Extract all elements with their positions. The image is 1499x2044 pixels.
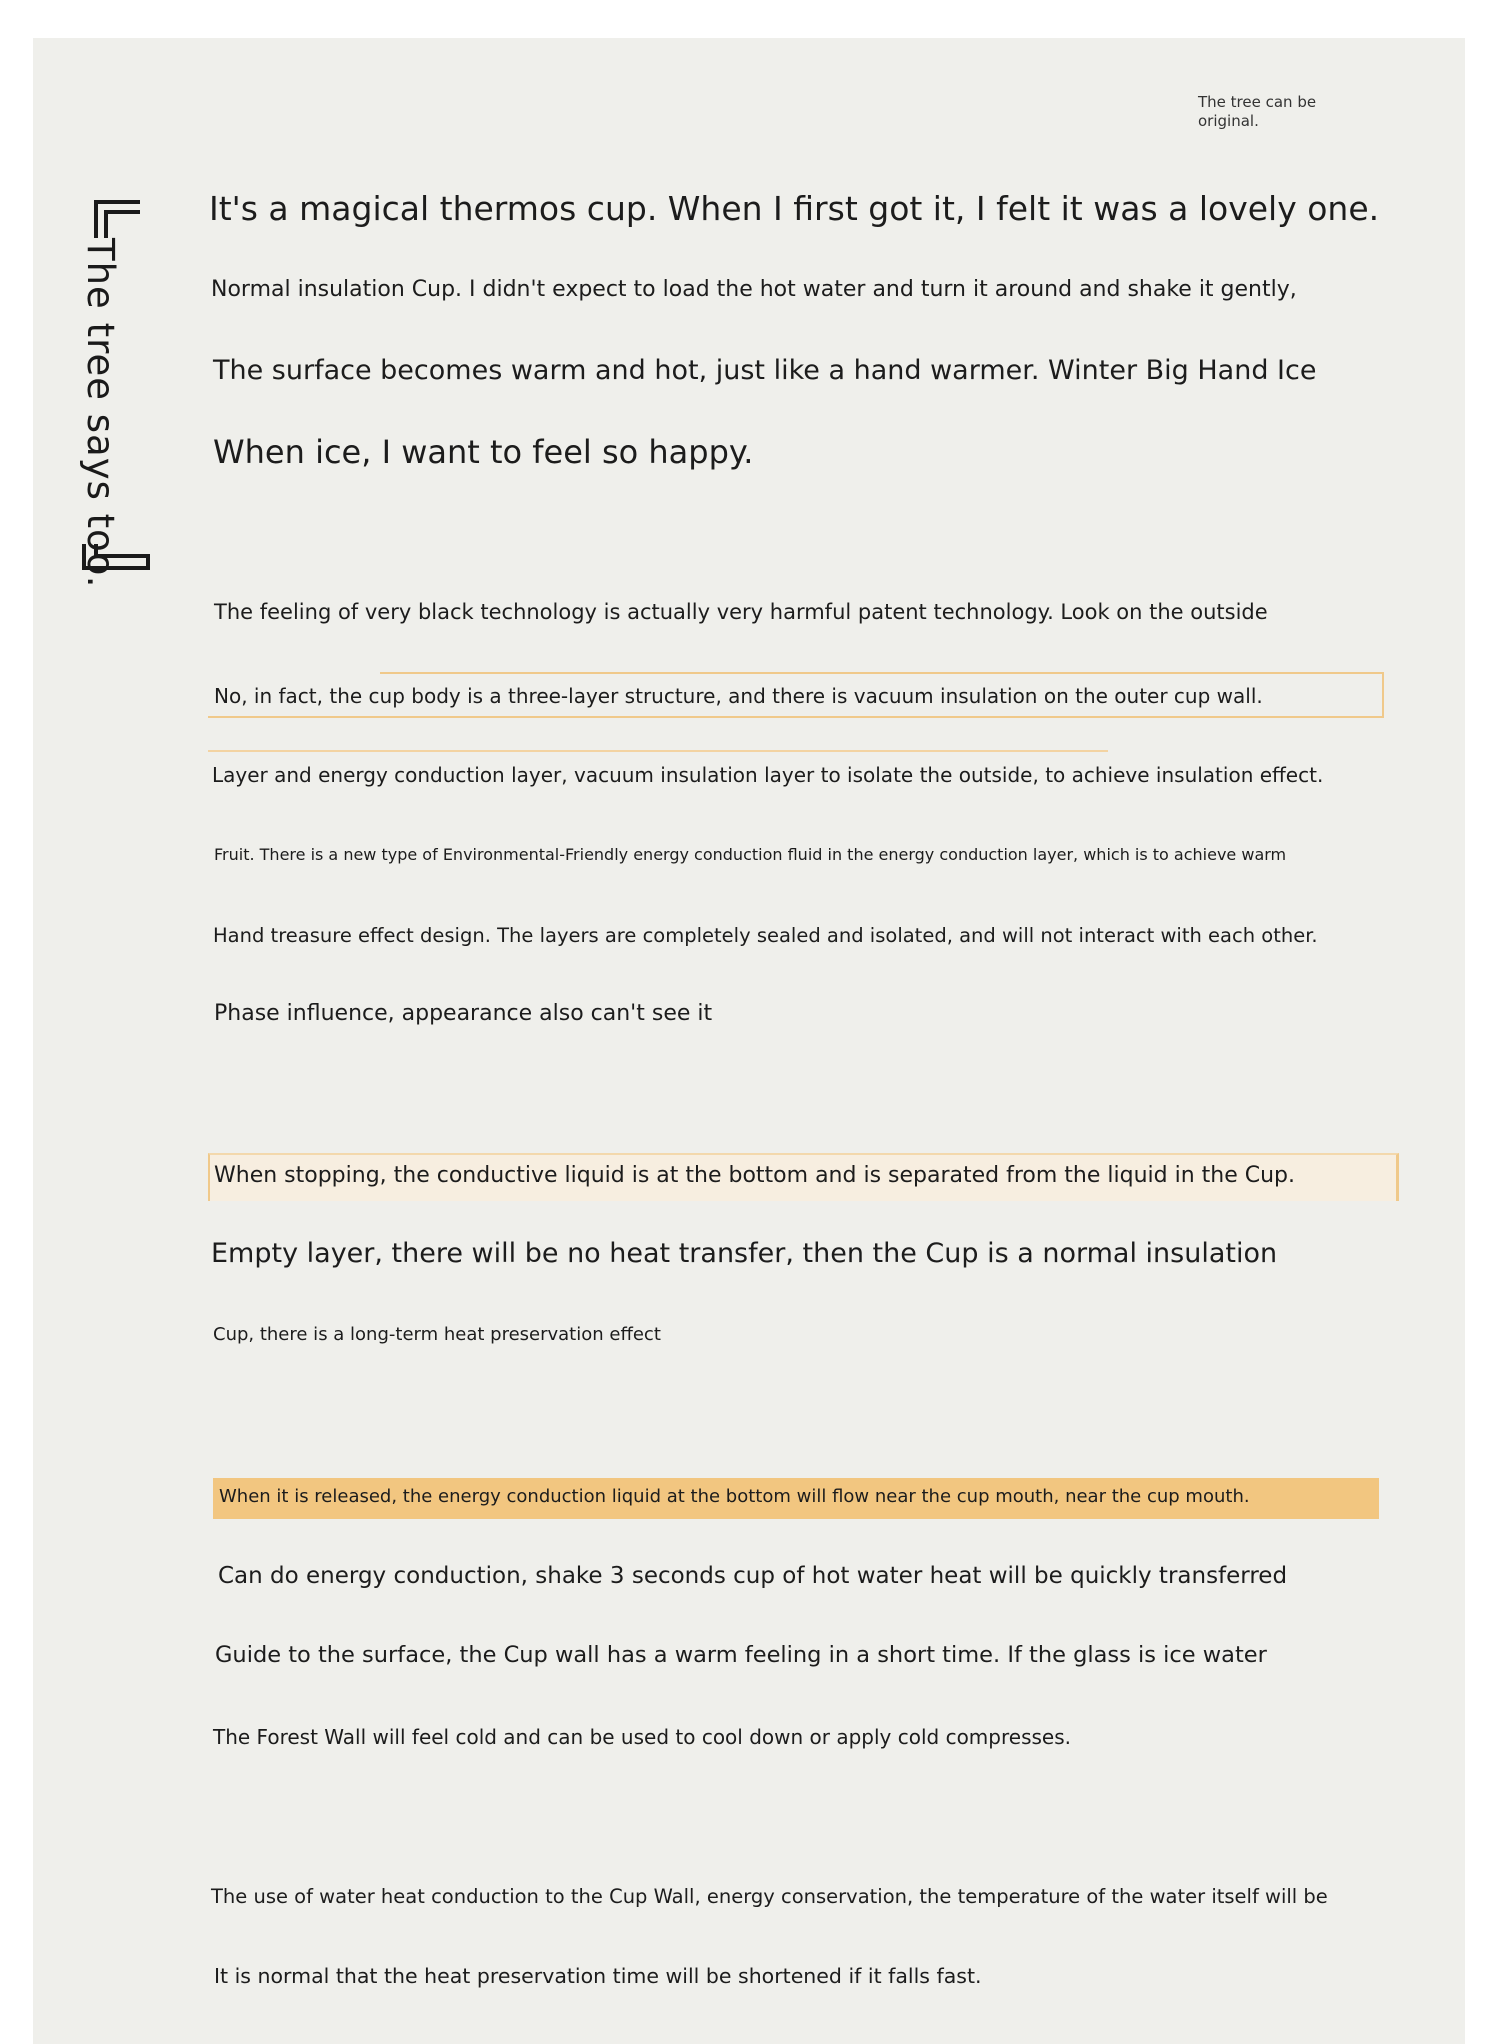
paragraph-4-line-3: Guide to the surface, the Cup wall has a warm feeling in a short time. If the glass is ice water (215, 1642, 1267, 1668)
paragraph-5-line-1: The use of water heat conduction to the Cup Wall, energy conservation, the temperature of the water itself will be (211, 1885, 1328, 1908)
paragraph-2-line-4: Fruit. There is a new type of Environmental-Friendly energy conduction fluid in the energy conduction layer, which is to achieve warm (214, 845, 1287, 864)
paragraph-3-line-1: When stopping, the conductive liquid is at the bottom and is separated from the liquid in the Cup. (214, 1163, 1296, 1188)
vertical-title: The tree says too. (79, 238, 122, 589)
paragraph-2-line-2: No, in fact, the cup body is a three-layer structure, and there is vacuum insulation on the outer cup wall. (214, 684, 1263, 708)
paragraph-1-line-2: Normal insulation Cup. I didn't expect to load the hot water and turn it around and shake it gently, (211, 277, 1297, 302)
paragraph-2-line-1: The feeling of very black technology is actually very harmful patent technology. Look on the outside (214, 600, 1268, 624)
open-corner-bracket-icon (92, 198, 144, 242)
paragraph-4-line-4: The Forest Wall will feel cold and can be used to cool down or apply cold compresses. (213, 1725, 1071, 1749)
paragraph-3-line-2: Empty layer, there will be no heat transfer, then the Cup is a normal insulation (211, 1238, 1278, 1269)
paragraph-3-line-3: Cup, there is a long-term heat preservation effect (213, 1324, 661, 1345)
paragraph-1-line-1: It's a magical thermos cup. When I first got it, I felt it was a lovely one. (209, 189, 1380, 228)
paragraph-2-line-6: Phase influence, appearance also can't see it (214, 1001, 713, 1026)
paragraph-2-line-5: Hand treasure effect design. The layers are completely sealed and isolated, and will not interact with each other. (213, 924, 1318, 947)
highlight-underline (208, 750, 1108, 752)
paragraph-2-line-3: Layer and energy conduction layer, vacuum insulation layer to isolate the outside, to achieve insulation effect. (212, 763, 1324, 787)
paragraph-4-line-1: When it is released, the energy conduction liquid at the bottom will flow near the cup mouth, near the cup mouth. (219, 1486, 1250, 1507)
paragraph-1-line-3: The surface becomes warm and hot, just like a hand warmer. Winter Big Hand Ice (213, 355, 1317, 386)
paragraph-1-line-4: When ice, I want to feel so happy. (213, 433, 754, 471)
paragraph-4-line-2: Can do energy conduction, shake 3 seconds cup of hot water heat will be quickly transferred (218, 1563, 1288, 1589)
close-corner-bracket-icon (80, 542, 152, 572)
corner-note: The tree can be original. (1198, 93, 1317, 130)
paragraph-5-line-2: It is normal that the heat preservation time will be shortened if it falls fast. (214, 1964, 982, 1988)
